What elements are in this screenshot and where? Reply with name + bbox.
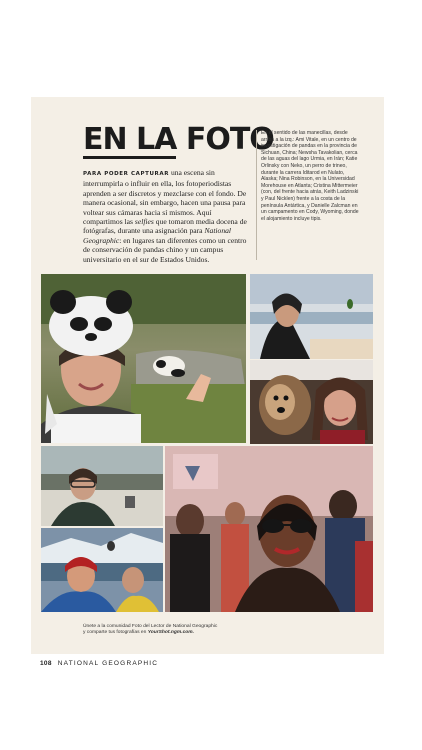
yourshot-link[interactable]: YourShot.ngm.com. <box>147 630 194 636</box>
photo-frozen-lake-graphic <box>41 446 163 526</box>
footer-note <box>83 624 333 637</box>
folio <box>40 660 158 667</box>
photo-newsha-tavakolian-lake <box>250 274 373 359</box>
title-part-en-la: EN LA <box>83 122 177 157</box>
photo-danielle-zalcman-antarctic <box>41 528 163 612</box>
page-number: 108 <box>40 660 52 667</box>
magazine-page <box>31 97 384 654</box>
photo-ami-vitale-panda <box>41 274 246 443</box>
photo-crowd-graphic <box>165 446 373 612</box>
intro-selfies: selfies <box>134 217 154 227</box>
magazine-name: NATIONAL GEOGRAPHIC <box>57 660 159 667</box>
title-part-foto: FOTO <box>185 122 274 157</box>
intro-kicker: PARA PODER CAPTURAR <box>83 171 170 177</box>
photo-lake-graphic <box>250 274 373 359</box>
photo-dog-graphic <box>250 360 373 444</box>
intro-text-3: : en lugares tan diferentes como un centro de conservación de pandas chino y un campus universitario en el sur de Estados Unidos. <box>83 235 247 264</box>
intro-magazine-name: National Geographic <box>83 226 232 245</box>
column-divider <box>256 130 257 260</box>
photo-nina-robinson-crowd <box>165 446 373 612</box>
footer-line-2 <box>83 630 333 636</box>
photo-antarctic-graphic <box>41 528 163 612</box>
footer-line-1: Únete a la comunidad Foto del Lector de National Geographic <box>83 624 218 629</box>
photo-caption: En el sentido de las manecillas, desde arriba a la izq.: Ami Vitale, en un centro de investigación de pandas en la provincia de Sichuan, China; Newsha Tavakolian, cerca de las aguas del lago Urmia, en Irán; Katie Orlinsky con Neko, un perro de trineo, durante la carrera Iditarod en Nulato, Alaska; Nina Robinson, en la Universidad Morehouse en Atlanta; Cristina Mittermeier (con, del frente hacia atrás, Keith Ladzinski y Paul Nicklen) frente a la costa de la península Antártica, y Danielle Zalcman en un campamento en Cody, Wyoming, donde el alojamiento incluye tipis. <box>261 130 359 222</box>
intro-text-2: que tomaron media docena de fotógrafas, durante una asignación para <box>83 217 247 236</box>
photo-cristina-mittermeier-lake <box>41 446 163 526</box>
photo-panda-graphic <box>41 274 246 443</box>
footer-line-2-text: y comparte tus fotografías en <box>83 630 148 636</box>
intro-text-1: una escena sin interrumpirla o influir en ella, los fotoperiodistas aprenden a ser discretos y mezclarse con el fondo. De manera ocasional, sin embargo, hacen una pausa para voltear sus cámaras hacia sí mismos. Aquí compartimos las <box>83 168 247 227</box>
page-title <box>83 122 274 159</box>
intro-paragraph <box>83 168 249 264</box>
photo-katie-orlinsky-dog <box>250 360 373 444</box>
